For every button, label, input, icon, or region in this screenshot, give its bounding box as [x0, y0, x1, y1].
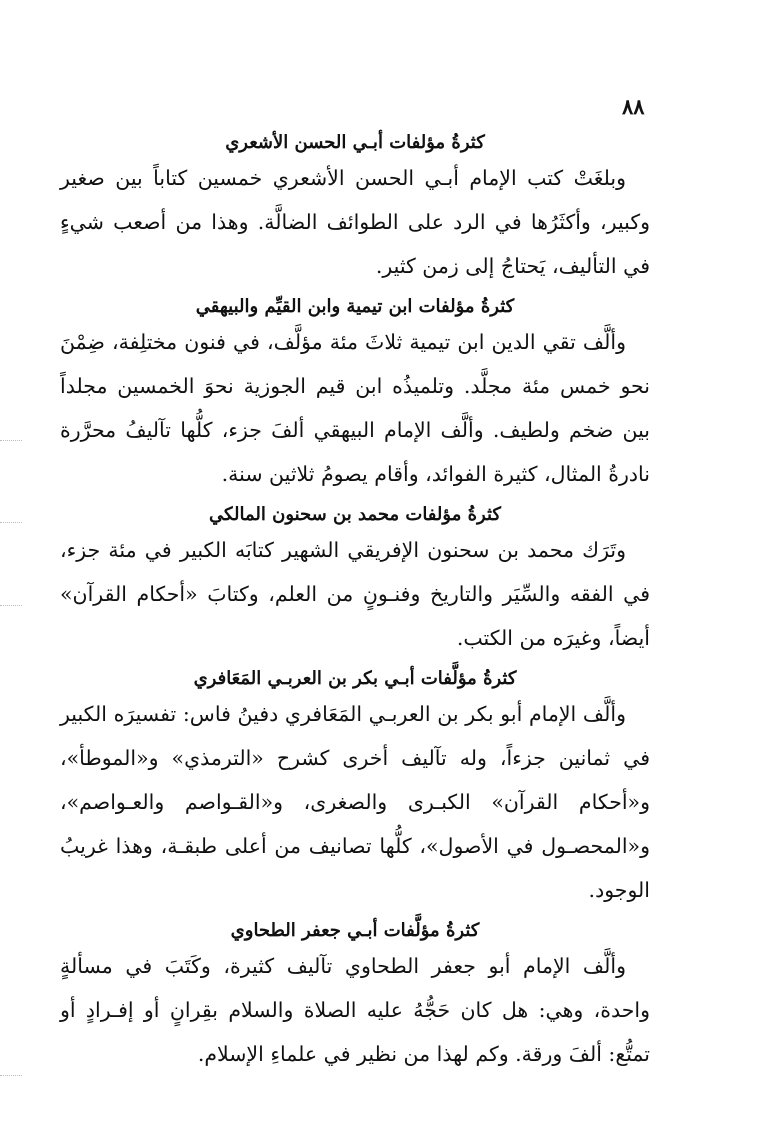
section-heading: كثرةُ مؤلفات أبـي الحسن الأشعري [225, 132, 485, 153]
section-paragraph: وتَرَك محمد بن سحنون الإفريقي الشهير كتابَه الكبير في مئة جزء، في الفقه والسِّيَر والتاريخ وفنـونٍ من العلم، وكتابَ «أحكام القرآن» أيضاً، وغيرَه من الكتب. [60, 538, 650, 650]
section-heading: كثرةُ مؤلَّفات أبـي بكر بن العربـي المَعَافري [193, 668, 517, 689]
section-paragraph: وألَّف الإمام أبو جعفر الطحاوي تآليف كثيرة، وكَتَبَ في مسألةٍ واحدة، وهي: هل كان حَجُّهُ عليه الصلاة والسلام بقِرانٍ أو إفـرادٍ أو تمتُّع: ألفَ ورقة. وكم لهذا من نظير في علماءِ الإسلام. [60, 954, 650, 1066]
section-tahawi [60, 918, 650, 1076]
section-heading: كثرةُ مؤلفات محمد بن سحنون المالكي [209, 504, 501, 525]
edge-dotted-mark [0, 1075, 22, 1077]
page-number: ٨٨ [622, 94, 645, 119]
section-ibn-sahnun [60, 502, 650, 660]
edge-dotted-mark [0, 605, 22, 607]
page-body [60, 130, 650, 1082]
section-paragraph: وألَّف الإمام أبو بكر بن العربـي المَعَافري دفينُ فاس: تفسيرَه الكبير في ثمانين جزءاً، وله تآليف أخرى كشرح «الترمذي» و«الموطأ»، و«أحكام القرآن» الكبـرى والصغرى، و«القـواصم والعـواصم»، و«المحصـول في الأصول»، كلُّها تصانيف من أعلى طبقـة، وهذا غريبُ الوجود. [60, 702, 650, 902]
edge-dotted-mark [0, 522, 22, 524]
section-ashari [60, 130, 650, 288]
section-paragraph: وبلغَتْ كتب الإمام أبـي الحسن الأشعري خمسين كتاباً بين صغير وكبير، وأكثَرُها في الرد على الطوائف الضالَّة. وهذا من أصعب شيءٍ في التأليف، يَحتاجُ إلى زمن كثير. [60, 166, 650, 278]
section-ibn-taymiyya [60, 294, 650, 496]
section-paragraph: وألَّف تقي الدين ابن تيمية ثلاثَ مئة مؤلَّف، في فنون مختلِفة، ضِمْنَ نحو خمس مئة مجلَّد. وتلميذُه ابن قيم الجوزية نحوَ الخمسين مجلداً بين ضخم ولطيف. وألَّف الإمام البيهقي ألفَ جزء، كلُّها تآليفُ محرَّرة نادرةُ المثال، كثيرة الفوائد، وأقام يصومُ ثلاثين سنة. [60, 330, 650, 486]
edge-dotted-mark [0, 440, 22, 442]
section-heading: كثرةُ مؤلفات ابن تيمية وابن القيِّم والبيهقي [195, 296, 515, 317]
section-heading: كثرةُ مؤلَّفات أبـي جعفر الطحاوي [230, 920, 480, 941]
section-ibn-arabi [60, 666, 650, 912]
